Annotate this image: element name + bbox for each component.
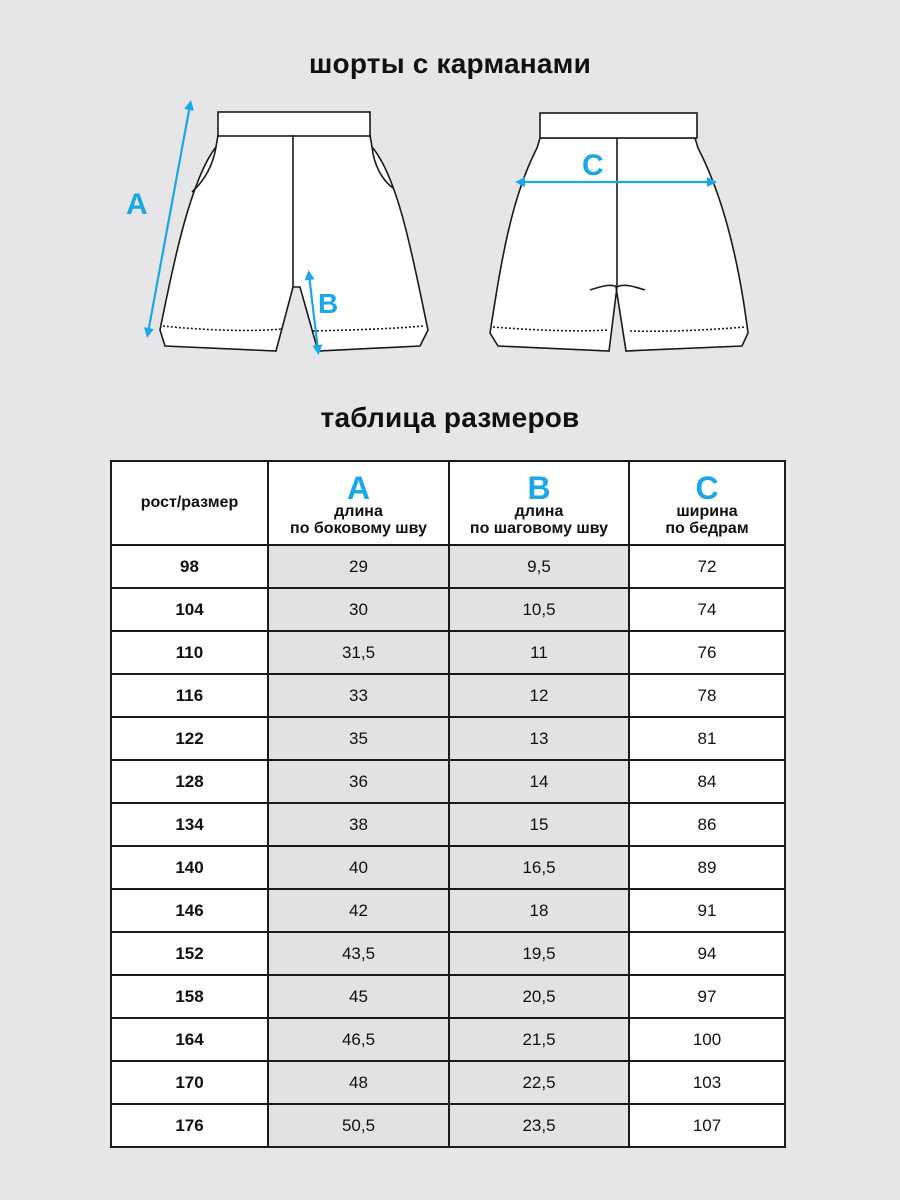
page-title: шорты с карманами bbox=[309, 48, 591, 79]
cell-a: 36 bbox=[268, 760, 449, 803]
measure-b-label: B bbox=[318, 288, 339, 319]
cell-size: 128 bbox=[111, 760, 268, 803]
cell-size: 158 bbox=[111, 975, 268, 1018]
table-row bbox=[111, 588, 785, 631]
cell-c: 86 bbox=[629, 803, 785, 846]
column-letter: C bbox=[695, 470, 719, 506]
cell-size: 140 bbox=[111, 846, 268, 889]
column-header-a bbox=[268, 461, 449, 545]
cell-c: 97 bbox=[629, 975, 785, 1018]
cell-size: 116 bbox=[111, 674, 268, 717]
table-row bbox=[111, 803, 785, 846]
cell-a: 40 bbox=[268, 846, 449, 889]
cell-b: 21,5 bbox=[449, 1018, 629, 1061]
shorts-front-illustration bbox=[160, 112, 428, 351]
cell-size: 104 bbox=[111, 588, 268, 631]
corner-header: рост/размер bbox=[111, 461, 268, 545]
cell-b: 12 bbox=[449, 674, 629, 717]
table-row bbox=[111, 1104, 785, 1147]
cell-c: 72 bbox=[629, 545, 785, 588]
column-label-line1: длина bbox=[514, 503, 564, 520]
cell-size: 146 bbox=[111, 889, 268, 932]
cell-a: 50,5 bbox=[268, 1104, 449, 1147]
cell-size: 176 bbox=[111, 1104, 268, 1147]
measure-a-label: A bbox=[126, 188, 148, 221]
cell-size: 164 bbox=[111, 1018, 268, 1061]
cell-b: 19,5 bbox=[449, 932, 629, 975]
cell-b: 15 bbox=[449, 803, 629, 846]
cell-b: 22,5 bbox=[449, 1061, 629, 1104]
cell-size: 122 bbox=[111, 717, 268, 760]
column-label-line1: длина bbox=[334, 503, 383, 520]
cell-size: 134 bbox=[111, 803, 268, 846]
measure-c-label: C bbox=[582, 149, 604, 182]
shorts-diagram bbox=[0, 95, 900, 365]
column-letter: A bbox=[346, 470, 371, 506]
cell-b: 13 bbox=[449, 717, 629, 760]
column-header-b bbox=[449, 461, 629, 545]
cell-b: 23,5 bbox=[449, 1104, 629, 1147]
cell-c: 89 bbox=[629, 846, 785, 889]
shorts-back-illustration bbox=[490, 113, 748, 351]
cell-b: 18 bbox=[449, 889, 629, 932]
cell-c: 81 bbox=[629, 717, 785, 760]
table-row bbox=[111, 975, 785, 1018]
cell-size: 110 bbox=[111, 631, 268, 674]
cell-a: 29 bbox=[268, 545, 449, 588]
column-label-line2: по шаговому шву bbox=[469, 520, 609, 537]
table-row bbox=[111, 545, 785, 588]
cell-a: 38 bbox=[268, 803, 449, 846]
table-row bbox=[111, 717, 785, 760]
cell-b: 20,5 bbox=[449, 975, 629, 1018]
table-row bbox=[111, 932, 785, 975]
table-row bbox=[111, 760, 785, 803]
table-row bbox=[111, 674, 785, 717]
column-header-c bbox=[629, 461, 785, 545]
cell-a: 33 bbox=[268, 674, 449, 717]
cell-b: 14 bbox=[449, 760, 629, 803]
table-row bbox=[111, 1018, 785, 1061]
table-row bbox=[111, 846, 785, 889]
cell-b: 9,5 bbox=[449, 545, 629, 588]
cell-b: 10,5 bbox=[449, 588, 629, 631]
cell-b: 11 bbox=[449, 631, 629, 674]
cell-b: 16,5 bbox=[449, 846, 629, 889]
cell-a: 43,5 bbox=[268, 932, 449, 975]
cell-a: 45 bbox=[268, 975, 449, 1018]
cell-c: 76 bbox=[629, 631, 785, 674]
column-label-line2: по боковому шву bbox=[290, 520, 427, 537]
cell-c: 100 bbox=[629, 1018, 785, 1061]
cell-a: 48 bbox=[268, 1061, 449, 1104]
column-label-line2: по бедрам bbox=[665, 520, 749, 537]
cell-size: 98 bbox=[111, 545, 268, 588]
table-title: таблица размеров bbox=[320, 402, 580, 433]
cell-size: 152 bbox=[111, 932, 268, 975]
table-row bbox=[111, 1061, 785, 1104]
cell-c: 78 bbox=[629, 674, 785, 717]
cell-c: 74 bbox=[629, 588, 785, 631]
cell-c: 84 bbox=[629, 760, 785, 803]
table-row bbox=[111, 631, 785, 674]
column-letter: B bbox=[527, 470, 551, 506]
cell-a: 30 bbox=[268, 588, 449, 631]
cell-c: 91 bbox=[629, 889, 785, 932]
column-label-line1: ширина bbox=[676, 503, 738, 520]
cell-c: 107 bbox=[629, 1104, 785, 1147]
table-row bbox=[111, 889, 785, 932]
cell-a: 42 bbox=[268, 889, 449, 932]
cell-a: 31,5 bbox=[268, 631, 449, 674]
cell-size: 170 bbox=[111, 1061, 268, 1104]
size-table bbox=[110, 460, 786, 1148]
cell-c: 103 bbox=[629, 1061, 785, 1104]
cell-a: 35 bbox=[268, 717, 449, 760]
cell-a: 46,5 bbox=[268, 1018, 449, 1061]
cell-c: 94 bbox=[629, 932, 785, 975]
